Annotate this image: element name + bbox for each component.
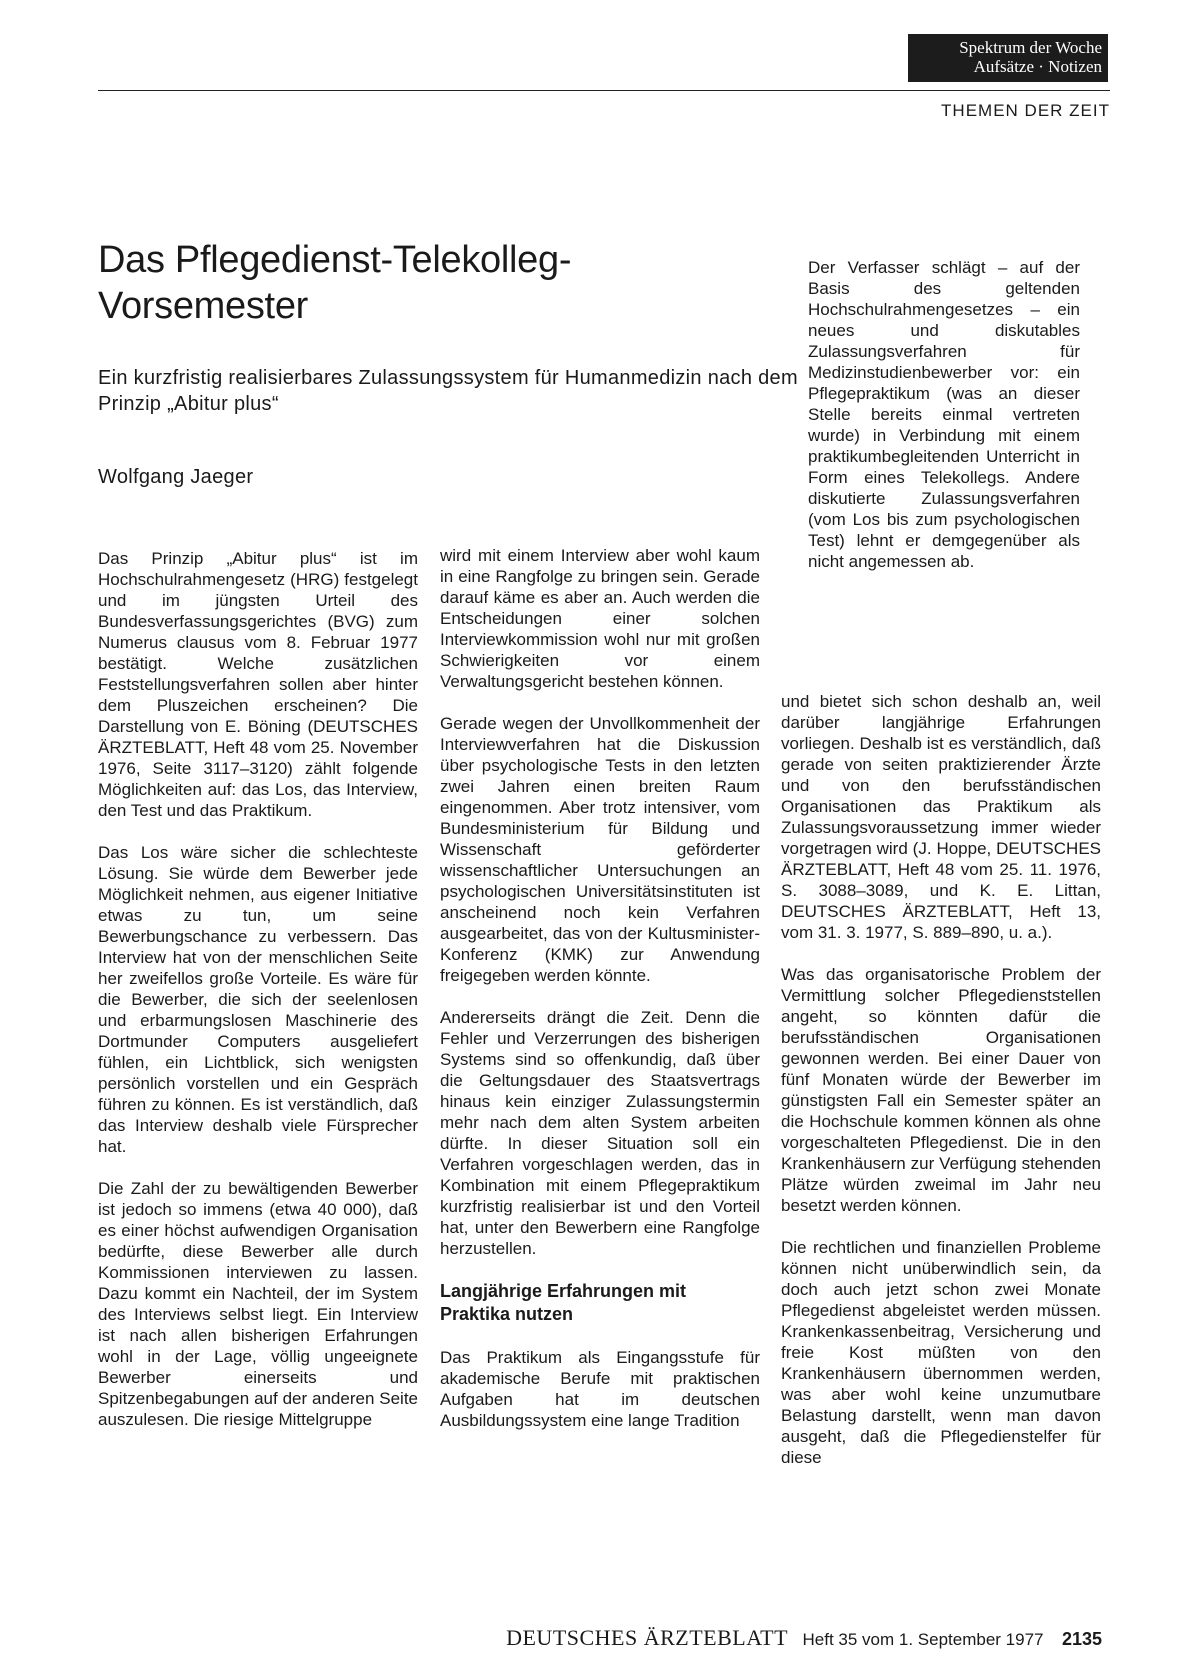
article-author: Wolfgang Jaeger	[98, 466, 254, 488]
section-badge	[908, 34, 1108, 82]
teaser-box	[808, 257, 1080, 572]
paragraph: Was das organisatorische Problem der Vermittlung solcher Pflegedienststellen angeht, so könnten dafür die berufsständischen Organisationen gewonnen werden. Bei einer Dauer von fünf Monaten würde der Bewerber im günstigsten Fall ein Semester später an die Hochschule kommen können als ohne vorgeschalteten Pflegedienst. Die in den Krankenhäusern zur Verfügung stehenden Plätze würden zweimal im Jahr neu besetzt werden können.	[781, 965, 1101, 1215]
column-3	[781, 691, 1101, 1468]
paragraph: Die rechtlichen und finanziellen Probleme können nicht unüberwindlich sein, da doch auch jetzt schon zwei Monate Pflegedienst abgeleistet werden müssen. Krankenkassenbeitrag, Versicherung und freie Kost müßten von den Krankenhäusern übernommen werden, was aber wohl keine unzumutbare Belastung darstellt, wenn man davon ausgeht, daß die Pflegedienstelfer für diese	[781, 1238, 1101, 1467]
article-title: Das Pflegedienst-Telekolleg-Vorsemester	[98, 239, 572, 327]
teaser-text: Der Verfasser schlägt – auf der Basis des geltenden Hochschulrahmengesetzes – ein neues und diskutables Zulassungsverfahren für Medizinstudienbewerber vor: ein Pflegepraktikum (was an dieser Stelle bereits einmal vertreten wurde) in Verbindung mit einem praktikumbegleitenden Unterricht in Form eines Telekollegs. Andere diskutierte Zulassungsverfahren (vom Los bis zum psychologischen Test) lehnt er demgegenüber als nicht angemessen ab.	[808, 258, 1080, 571]
page-number: 2135	[1061, 1629, 1102, 1649]
paragraph: Gerade wegen der Unvollkommenheit der Interviewverfahren hat die Diskussion über psychologische Tests in den letzten zwei Jahren einen breiten Raum eingenommen. Aber trotz intensiver, vom Bundesministerium für Bildung und Wissenschaft geförderter wissenschaftlicher Untersuchungen an psychologischen Universitätsinstituten ist anscheinend noch kein Verfahren ausgearbeitet, das von der Kultusminister-Konferenz (KMK) zur Anwendung freigegeben werden könnte.	[440, 714, 760, 985]
paragraph: Das Praktikum als Eingangsstufe für akademische Berufe mit praktischen Aufgaben hat im deutschen Ausbildungssystem eine lange Tradition	[440, 1348, 760, 1430]
journal-name: DEUTSCHES ÄRZTEBLATT	[506, 1625, 789, 1650]
subheading: Langjährige Erfahrungen mit Praktika nutzen	[440, 1281, 687, 1324]
paragraph: Das Prinzip „Abitur plus“ ist im Hochschulrahmengesetz (HRG) festgelegt und im jüngsten Urteil des Bundesverfassungsgerichtes (BVG) zum Numerus clausus vom 8. Februar 1977 bestätigt. Welche zusätzlichen Feststellungsverfahren sollen aber hinter dem Pluszeichen erscheinen? Die Darstellung von E. Böning (DEUTSCHES ÄRZTEBLATT, Heft 48 vom 25. November 1976, Seite 3117–3120) zählt folgende Möglichkeiten auf: das Los, das Interview, den Test und das Praktikum.	[98, 549, 418, 820]
paragraph: Andererseits drängt die Zeit. Denn die Fehler und Verzerrungen des bisherigen Systems sind so offenkundig, daß über die Geltungsdauer des Staatsvertrags hinaus kein einziger Zulassungstermin mehr nach dem alten System arbeiten dürfte. In dieser Situation soll ein Verfahren vorgeschlagen werden, das in Kombination mit einem Pflegepraktikum kurzfristig realisierbar ist und den Vorteil hat, unter den Bewerbern eine Rangfolge herzustellen.	[440, 1008, 760, 1258]
column-1	[98, 548, 418, 1430]
paragraph: und bietet sich schon deshalb an, weil darüber langjährige Erfahrungen vorliegen. Deshalb ist es verständlich, daß gerade von seiten praktizierender Ärzte und von den berufsständischen Organisationen das Praktikum als Zulassungsvoraussetzung immer wieder vorgetragen wird (J. Hoppe, DEUTSCHES ÄRZTEBLATT, Heft 48 vom 25. 11. 1976, S. 3088–3089, und K. E. Littan, DEUTSCHES ÄRZTEBLATT, Heft 13, vom 31. 3. 1977, S. 889–890, u. a.).	[781, 692, 1101, 942]
column-2	[440, 545, 760, 1431]
article-subtitle: Ein kurzfristig realisierbares Zulassungssystem für Humanmedizin nach dem Prinzip „Abitur plus“	[98, 367, 798, 415]
badge-line-2: Aufsätze · Notizen	[973, 57, 1102, 76]
section-label: THEMEN DER ZEIT	[941, 101, 1110, 120]
issue-info: Heft 35 vom 1. September 1977	[802, 1630, 1044, 1649]
paragraph: wird mit einem Interview aber wohl kaum in eine Rangfolge zu bringen sein. Gerade darauf käme es aber an. Auch werden die Entscheidungen einer solchen Interviewkommission wohl nur mit großen Schwierigkeiten vor einem Verwaltungsgericht bestehen können.	[440, 546, 760, 691]
badge-line-1: Spektrum der Woche	[959, 38, 1102, 57]
page-footer	[506, 1625, 1102, 1651]
paragraph: Das Los wäre sicher die schlechteste Lösung. Sie würde dem Bewerber jede Möglichkeit nehmen, aus eigener Initiative etwas zu tun, um seine Bewerbungschance zu verbessern. Das Interview hat von der menschlichen Seite her zweifellos große Vorteile. Es wäre für die Bewerber, die sich der seelenlosen und erbarmungslosen Maschinerie des Dortmunder Computers ausgeliefert fühlen, ein Lichtblick, sich wenigsten persönlich vorstellen und ein Gespräch führen zu können. Es ist verständlich, daß das Interview deshalb viele Fürsprecher hat.	[98, 843, 418, 1156]
header-rule	[98, 90, 1110, 91]
paragraph: Die Zahl der zu bewältigenden Bewerber ist jedoch so immens (etwa 40 000), daß es einer höchst aufwendigen Organisation bedürfte, diese Bewerber alle durch Kommissionen interviewen zu lassen. Dazu kommt ein Nachteil, der im System des Interviews selbst liegt. Ein Interview ist nach allen bisherigen Erfahrungen wohl in der Lage, völlig ungeeignete Bewerber einerseits und Spitzenbegabungen auf der anderen Seite auszulesen. Die riesige Mittelgruppe	[98, 1179, 418, 1429]
